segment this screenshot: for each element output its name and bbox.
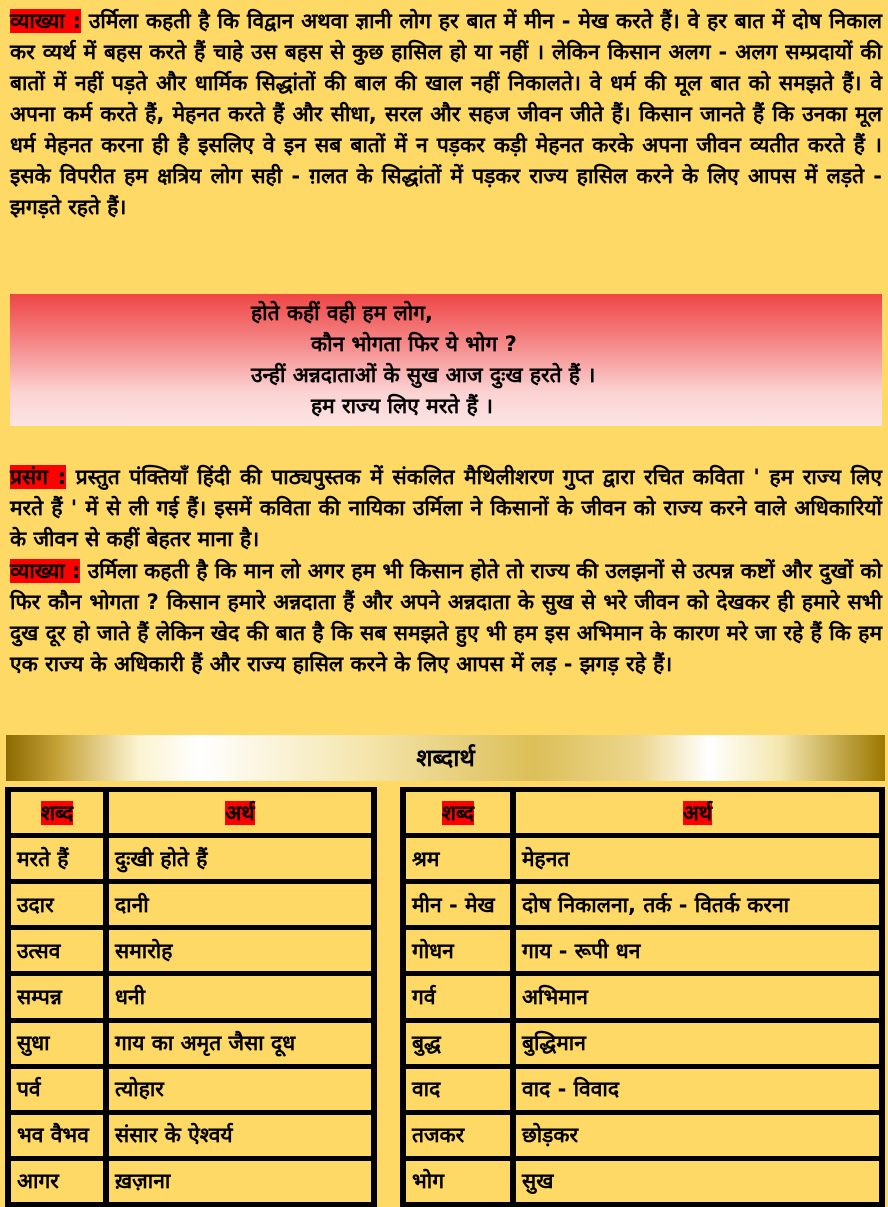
poem-line-4: हम राज्य लिए मरते हैं । [311,394,494,418]
table-row [406,884,879,925]
header-meaning: अर्थ [516,792,879,833]
explanation-paragraph-1 [10,6,882,223]
poem-line-3: उन्हीं अन्नदाताओं के सुख आज दुःख हरते हैं । [251,363,596,387]
header-meaning: अर्थ [109,792,371,833]
table-header-row [406,792,879,833]
context-paragraph [10,462,882,555]
glossary-table-left [5,787,377,1207]
word-cell: भव वैभव [11,1115,103,1156]
table-row [11,1115,371,1156]
table-row [11,884,371,925]
glossary-table-right [400,787,885,1207]
word-cell: बुद्ध [406,1023,510,1064]
meaning-cell: गाय का अमृत जैसा दूध [109,1023,371,1064]
meaning-cell: गाय - रूपी धन [516,930,879,971]
explanation-text: उर्मिला कहती है कि मान लो अगर हम भी किसान होते तो राज्य की उलझनों से उत्पन्न कष्टों और दुखों को फिर कौन भोगता ? किसान हमारे अन्नदाता हैं और अपने अन्नदाता के सुख से भरे जीवन को देखकर ही हमारे सभी दुख दूर हो जाते हैं लेकिन खेद की बात है कि सब समझते हुए भी हम इस अभिमान के कारण मरे जा रहे हैं कि हम एक राज्य के अधिकारी हैं और राज्य हासिल करने के लिए आपस में लड़ - झगड़ रहे हैं। [10,559,882,676]
word-cell: उदार [11,884,103,925]
word-cell: सम्पन्न [11,976,103,1017]
word-cell: वाद [406,1069,510,1110]
table-row [11,1023,371,1064]
meaning-cell: त्योहार [109,1069,371,1110]
header-word: शब्द [11,792,103,833]
table-row [11,838,371,879]
table-row [406,930,879,971]
table-header-row [11,792,371,833]
meaning-cell: छोड़कर [516,1115,879,1156]
explanation-text: उर्मिला कहती है कि विद्वान अथवा ज्ञानी लोग हर बात में मीन - मेख करते हैं। वे हर बात में दोष निकाल कर व्यर्थ में बहस करते हैं चाहे उस बहस से कुछ हासिल हो या नहीं । लेकिन किसान अलग - अलग सम्प्रदायों की बातों में नहीं पड़ते और धार्मिक सिद्धांतों की बाल की खाल नहीं निकालते। वे धर्म की मूल बात को समझते हैं। वे अपना कर्म करते हैं, मेहनत करते हैं और सीधा, सरल और सहज जीवन जीते हैं। किसान जानते हैं कि उनका मूल धर्म मेहनत करना ही है इसलिए वे इन सब बातों में न पड़कर कड़ी मेहनत करके अपना जीवन व्यतीत करते हैं । इसके विपरीत हम क्षत्रिय लोग सही - ग़लत के सिद्धांतों में पड़कर राज्य हासिल करने के लिए आपस में लड़ते - झगड़ते रहते हैं। [10,9,882,219]
meaning-cell: दोष निकालना, तर्क - वितर्क करना [516,884,879,925]
header-word: शब्द [406,792,510,833]
meaning-cell: ख़ज़ाना [109,1161,371,1202]
explanation-paragraph-2 [10,556,882,680]
table-row [11,1069,371,1110]
context-text: प्रस्तुत पंक्तियाँ हिंदी की पाठ्यपुस्तक में संकलित मैथिलीशरण गुप्त द्वारा रचित कविता ' हम राज्य लिए मरते हैं ' में से ली गई हैं। इसमें कविता की नायिका उर्मिला ने किसानों के जीवन को राज्य करने वाले अधिकारियों के जीवन से कहीं बेहतर माना है। [10,465,882,551]
glossary-title-band [6,735,885,781]
word-cell: उत्सव [11,930,103,971]
explanation-label: व्याख्या : [10,559,81,583]
meaning-cell: मेहनत [516,838,879,879]
word-cell: गोधन [406,930,510,971]
poem-line-1: होते कहीं वही हम लोग, [251,301,433,325]
word-cell: तजकर [406,1115,510,1156]
table-row [406,838,879,879]
word-cell: पर्व [11,1069,103,1110]
meaning-cell: संसार के ऐश्वर्य [109,1115,371,1156]
word-cell: श्रम [406,838,510,879]
explanation-label: व्याख्या : [10,9,81,33]
table-row [11,976,371,1017]
word-cell: भोग [406,1161,510,1202]
table-row [11,930,371,971]
table-row [406,1115,879,1156]
meaning-cell: समारोह [109,930,371,971]
table-row [406,1023,879,1064]
meaning-cell: अभिमान [516,976,879,1017]
poem-box [10,294,882,426]
word-cell: आगर [11,1161,103,1202]
context-label: प्रसंग : [10,465,67,489]
meaning-cell: वाद - विवाद [516,1069,879,1110]
word-cell: मीन - मेख [406,884,510,925]
word-cell: मरते हैं [11,838,103,879]
meaning-cell: दुःखी होते हैं [109,838,371,879]
poem-line-2: कौन भोगता फिर ये भोग ? [311,332,517,356]
word-cell: सुधा [11,1023,103,1064]
meaning-cell: बुद्धिमान [516,1023,879,1064]
glossary-title: शब्दार्थ [416,744,475,772]
meaning-cell: सुख [516,1161,879,1202]
meaning-cell: धनी [109,976,371,1017]
table-row [406,1069,879,1110]
meaning-cell: दानी [109,884,371,925]
word-cell: गर्व [406,976,510,1017]
table-row [406,976,879,1017]
